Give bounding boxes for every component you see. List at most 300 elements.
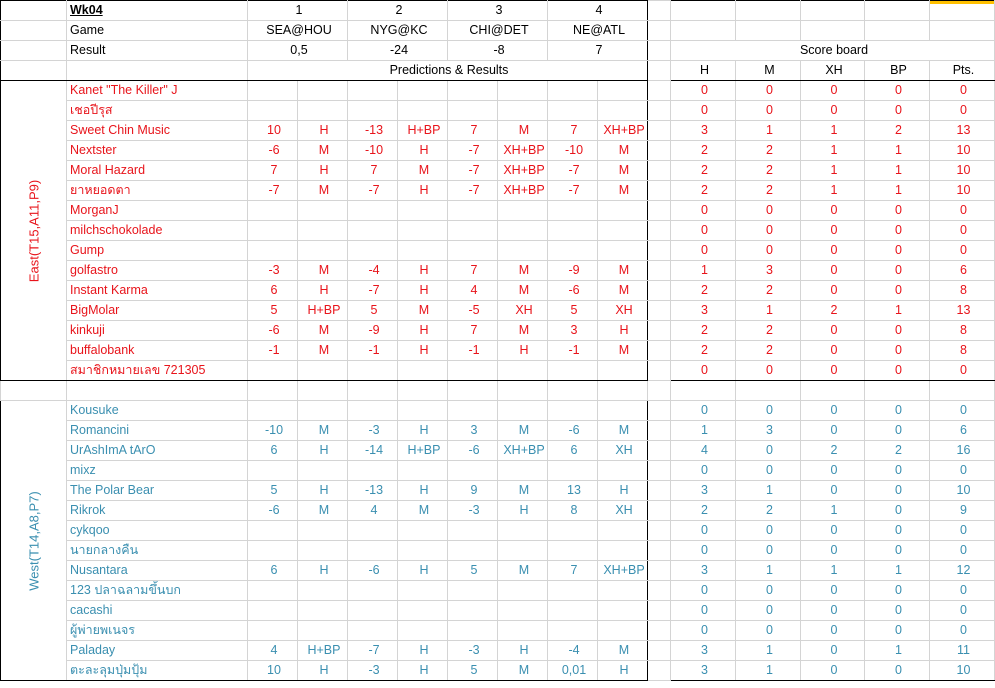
pick-margin[interactable] xyxy=(548,361,598,381)
pick-margin[interactable]: 13 xyxy=(548,481,598,501)
player-name[interactable]: ผู้พ่ายพเนจร xyxy=(67,621,248,641)
pick-result[interactable] xyxy=(598,461,648,481)
score-xh[interactable]: 0 xyxy=(801,321,865,341)
pick-result[interactable] xyxy=(498,201,548,221)
score-bp[interactable]: 0 xyxy=(865,241,930,261)
score-pts[interactable]: 0 xyxy=(930,621,995,641)
pick-margin[interactable] xyxy=(348,521,398,541)
pick-result[interactable] xyxy=(498,241,548,261)
pick-result[interactable] xyxy=(498,461,548,481)
player-name[interactable]: MorganJ xyxy=(67,201,248,221)
gap-cell[interactable] xyxy=(648,441,671,461)
player-name[interactable]: The Polar Bear xyxy=(67,481,248,501)
score-m[interactable]: 2 xyxy=(736,341,801,361)
score-bp[interactable]: 1 xyxy=(865,161,930,181)
pick-result[interactable]: M xyxy=(298,421,348,441)
pick-margin[interactable]: 7 xyxy=(448,261,498,281)
gap-cell[interactable] xyxy=(648,181,671,201)
pick-margin[interactable] xyxy=(348,541,398,561)
score-h[interactable]: 2 xyxy=(671,181,736,201)
pick-result[interactable]: XH xyxy=(598,501,648,521)
player-name[interactable]: Kanet "The Killer" J xyxy=(67,81,248,101)
pick-result[interactable]: M xyxy=(498,661,548,681)
score-pts[interactable]: 10 xyxy=(930,181,995,201)
pick-margin[interactable] xyxy=(248,581,298,601)
pick-margin[interactable] xyxy=(248,601,298,621)
pick-result[interactable] xyxy=(298,101,348,121)
pick-margin[interactable]: 5 xyxy=(348,301,398,321)
score-bp[interactable]: 0 xyxy=(865,201,930,221)
pick-result[interactable] xyxy=(298,521,348,541)
pick-margin[interactable] xyxy=(348,621,398,641)
score-h[interactable]: 0 xyxy=(671,201,736,221)
score-pts[interactable]: 0 xyxy=(930,201,995,221)
pick-result[interactable]: H xyxy=(598,661,648,681)
gap-cell[interactable] xyxy=(648,621,671,641)
pick-margin[interactable] xyxy=(448,221,498,241)
gap-cell[interactable] xyxy=(648,601,671,621)
pick-result[interactable]: M xyxy=(598,341,648,361)
pick-margin[interactable]: 3 xyxy=(548,321,598,341)
pick-result[interactable] xyxy=(598,621,648,641)
pick-margin[interactable]: 4 xyxy=(248,641,298,661)
score-h[interactable]: 1 xyxy=(671,261,736,281)
pick-result[interactable]: H xyxy=(398,141,448,161)
score-pts[interactable]: 10 xyxy=(930,661,995,681)
pick-margin[interactable]: -1 xyxy=(448,341,498,361)
score-pts[interactable]: 0 xyxy=(930,461,995,481)
cell[interactable] xyxy=(930,1,995,21)
pick-margin[interactable]: 5 xyxy=(248,481,298,501)
score-pts[interactable]: 0 xyxy=(930,101,995,121)
pick-result[interactable] xyxy=(598,101,648,121)
pick-margin[interactable] xyxy=(248,541,298,561)
pick-result[interactable]: M xyxy=(298,341,348,361)
pick-result[interactable]: M xyxy=(298,501,348,521)
division-label[interactable] xyxy=(1,401,67,681)
score-m[interactable]: 0 xyxy=(736,401,801,421)
score-pts[interactable]: 0 xyxy=(930,601,995,621)
score-xh[interactable]: 0 xyxy=(801,101,865,121)
player-name[interactable]: ตะละลุมปุ่มปุ้ม xyxy=(67,661,248,681)
pick-margin[interactable] xyxy=(448,601,498,621)
pick-result[interactable]: H+BP xyxy=(298,301,348,321)
score-m[interactable]: 0 xyxy=(736,241,801,261)
pick-margin[interactable]: 6 xyxy=(548,441,598,461)
pick-margin[interactable] xyxy=(548,461,598,481)
cell[interactable] xyxy=(1,1,67,21)
pick-result[interactable]: H xyxy=(498,641,548,661)
score-pts[interactable]: 0 xyxy=(930,241,995,261)
score-pts[interactable]: 0 xyxy=(930,221,995,241)
score-xh[interactable]: 1 xyxy=(801,121,865,141)
score-h[interactable]: 2 xyxy=(671,341,736,361)
pick-margin[interactable]: 8 xyxy=(548,501,598,521)
spacer-cell[interactable] xyxy=(448,381,498,401)
score-bp[interactable]: 1 xyxy=(865,301,930,321)
pick-result[interactable]: M xyxy=(598,261,648,281)
score-m[interactable]: 1 xyxy=(736,121,801,141)
game-number-1[interactable]: 1 xyxy=(248,1,348,21)
score-col-m[interactable]: M xyxy=(736,61,801,81)
score-pts[interactable]: 6 xyxy=(930,421,995,441)
score-m[interactable]: 0 xyxy=(736,81,801,101)
cell[interactable] xyxy=(801,21,865,41)
score-m[interactable]: 0 xyxy=(736,201,801,221)
score-pts[interactable]: 0 xyxy=(930,401,995,421)
pick-margin[interactable]: 5 xyxy=(448,661,498,681)
score-pts[interactable]: 8 xyxy=(930,321,995,341)
pick-margin[interactable] xyxy=(548,581,598,601)
pick-result[interactable]: H xyxy=(398,641,448,661)
cell[interactable] xyxy=(1,21,67,41)
pick-margin[interactable]: -4 xyxy=(348,261,398,281)
cell[interactable] xyxy=(801,1,865,21)
pick-result[interactable] xyxy=(298,401,348,421)
pick-result[interactable]: M xyxy=(498,561,548,581)
gap-cell[interactable] xyxy=(648,161,671,181)
game-number-2[interactable]: 2 xyxy=(348,1,448,21)
pick-result[interactable]: XH+BP xyxy=(498,141,548,161)
gap-cell[interactable] xyxy=(648,341,671,361)
pick-result[interactable] xyxy=(598,541,648,561)
score-xh[interactable]: 0 xyxy=(801,81,865,101)
pick-margin[interactable] xyxy=(548,521,598,541)
pick-margin[interactable]: -3 xyxy=(348,421,398,441)
division-label[interactable] xyxy=(1,81,67,381)
pick-result[interactable] xyxy=(498,521,548,541)
game-4[interactable]: NE@ATL xyxy=(548,21,648,41)
score-pts[interactable]: 0 xyxy=(930,361,995,381)
game-2[interactable]: NYG@KC xyxy=(348,21,448,41)
score-h[interactable]: 0 xyxy=(671,101,736,121)
pick-margin[interactable]: -10 xyxy=(248,421,298,441)
pick-margin[interactable] xyxy=(248,361,298,381)
score-m[interactable]: 2 xyxy=(736,501,801,521)
score-pts[interactable]: 10 xyxy=(930,481,995,501)
pick-result[interactable]: M xyxy=(498,121,548,141)
pick-margin[interactable] xyxy=(448,541,498,561)
pick-margin[interactable]: 9 xyxy=(448,481,498,501)
score-pts[interactable]: 12 xyxy=(930,561,995,581)
pick-margin[interactable] xyxy=(548,201,598,221)
score-bp[interactable]: 2 xyxy=(865,121,930,141)
result-3[interactable]: -8 xyxy=(448,41,548,61)
pick-margin[interactable] xyxy=(248,521,298,541)
spacer-cell[interactable] xyxy=(671,381,736,401)
pick-margin[interactable]: -7 xyxy=(348,641,398,661)
pick-result[interactable]: XH+BP xyxy=(598,561,648,581)
spacer-cell[interactable] xyxy=(348,381,398,401)
score-xh[interactable]: 0 xyxy=(801,241,865,261)
score-bp[interactable]: 0 xyxy=(865,541,930,561)
pick-margin[interactable] xyxy=(448,201,498,221)
pick-margin[interactable] xyxy=(348,241,398,261)
score-m[interactable]: 1 xyxy=(736,481,801,501)
gap-cell[interactable] xyxy=(648,1,671,21)
pick-result[interactable]: H+BP xyxy=(398,121,448,141)
score-bp[interactable]: 1 xyxy=(865,641,930,661)
player-name[interactable]: Nusantara xyxy=(67,561,248,581)
pick-margin[interactable]: -3 xyxy=(348,661,398,681)
pick-result[interactable]: H xyxy=(398,321,448,341)
pick-margin[interactable]: -6 xyxy=(248,501,298,521)
score-h[interactable]: 0 xyxy=(671,521,736,541)
gap-cell[interactable] xyxy=(648,661,671,681)
player-name[interactable]: buffalobank xyxy=(67,341,248,361)
pick-result[interactable]: H xyxy=(398,341,448,361)
pick-margin[interactable]: 7 xyxy=(448,321,498,341)
pick-result[interactable]: H xyxy=(298,161,348,181)
pick-result[interactable] xyxy=(298,601,348,621)
player-name[interactable]: เชอปีรุส xyxy=(67,101,248,121)
pick-margin[interactable] xyxy=(248,81,298,101)
player-name[interactable]: นายกลางคืน xyxy=(67,541,248,561)
score-pts[interactable]: 11 xyxy=(930,641,995,661)
pick-margin[interactable] xyxy=(448,461,498,481)
pick-result[interactable]: H xyxy=(398,181,448,201)
cell[interactable] xyxy=(671,1,736,21)
pick-margin[interactable] xyxy=(448,241,498,261)
score-h[interactable]: 0 xyxy=(671,621,736,641)
score-pts[interactable]: 0 xyxy=(930,541,995,561)
score-h[interactable]: 0 xyxy=(671,361,736,381)
score-pts[interactable]: 13 xyxy=(930,121,995,141)
pick-margin[interactable]: -7 xyxy=(548,161,598,181)
score-xh[interactable]: 0 xyxy=(801,601,865,621)
score-m[interactable]: 2 xyxy=(736,161,801,181)
pick-result[interactable]: H xyxy=(398,481,448,501)
score-m[interactable]: 0 xyxy=(736,541,801,561)
pick-result[interactable] xyxy=(298,201,348,221)
pick-result[interactable] xyxy=(498,361,548,381)
pick-result[interactable] xyxy=(598,601,648,621)
player-name[interactable]: cacashi xyxy=(67,601,248,621)
pick-margin[interactable]: -1 xyxy=(348,341,398,361)
score-h[interactable]: 0 xyxy=(671,81,736,101)
pick-margin[interactable] xyxy=(448,401,498,421)
game-3[interactable]: CHI@DET xyxy=(448,21,548,41)
score-h[interactable]: 0 xyxy=(671,221,736,241)
score-m[interactable]: 0 xyxy=(736,461,801,481)
pick-margin[interactable]: 7 xyxy=(348,161,398,181)
pick-result[interactable] xyxy=(398,581,448,601)
player-name[interactable]: Sweet Chin Music xyxy=(67,121,248,141)
pick-margin[interactable] xyxy=(548,621,598,641)
gap-cell[interactable] xyxy=(648,321,671,341)
score-m[interactable]: 2 xyxy=(736,181,801,201)
score-m[interactable]: 1 xyxy=(736,561,801,581)
cell[interactable] xyxy=(1,61,67,81)
spacer-cell[interactable] xyxy=(298,381,348,401)
pick-margin[interactable]: -5 xyxy=(448,301,498,321)
gap-cell[interactable] xyxy=(648,241,671,261)
score-col-h[interactable]: H xyxy=(671,61,736,81)
pick-result[interactable] xyxy=(598,521,648,541)
score-xh[interactable]: 0 xyxy=(801,481,865,501)
score-pts[interactable]: 8 xyxy=(930,281,995,301)
score-xh[interactable]: 2 xyxy=(801,441,865,461)
pick-margin[interactable]: -10 xyxy=(548,141,598,161)
gap-cell[interactable] xyxy=(648,221,671,241)
pick-result[interactable]: M xyxy=(298,141,348,161)
pick-result[interactable]: H xyxy=(398,661,448,681)
player-name[interactable]: mixz xyxy=(67,461,248,481)
pick-result[interactable]: H xyxy=(398,261,448,281)
score-xh[interactable]: 0 xyxy=(801,281,865,301)
pick-result[interactable]: M xyxy=(398,301,448,321)
pick-margin[interactable] xyxy=(348,101,398,121)
pick-result[interactable]: XH+BP xyxy=(598,121,648,141)
pick-result[interactable] xyxy=(398,521,448,541)
pick-margin[interactable]: -9 xyxy=(348,321,398,341)
score-m[interactable]: 0 xyxy=(736,601,801,621)
spacer-cell[interactable] xyxy=(498,381,548,401)
spacer-cell[interactable] xyxy=(736,381,801,401)
player-name[interactable]: 123 ปลาฉลามขึ้นบก xyxy=(67,581,248,601)
player-name[interactable]: UrAshImA tArO xyxy=(67,441,248,461)
score-bp[interactable]: 1 xyxy=(865,181,930,201)
pick-margin[interactable] xyxy=(248,241,298,261)
gap-cell[interactable] xyxy=(648,101,671,121)
score-pts[interactable]: 9 xyxy=(930,501,995,521)
pick-margin[interactable]: 4 xyxy=(448,281,498,301)
pick-result[interactable]: M xyxy=(498,421,548,441)
cell[interactable] xyxy=(865,1,930,21)
score-pts[interactable]: 0 xyxy=(930,521,995,541)
score-col-pts[interactable]: Pts. xyxy=(930,61,995,81)
pick-result[interactable]: XH+BP xyxy=(498,181,548,201)
score-pts[interactable]: 6 xyxy=(930,261,995,281)
pick-result[interactable] xyxy=(498,81,548,101)
score-h[interactable]: 0 xyxy=(671,541,736,561)
spacer-cell[interactable] xyxy=(248,381,298,401)
pick-margin[interactable]: -13 xyxy=(348,481,398,501)
pick-result[interactable]: XH xyxy=(598,301,648,321)
pick-result[interactable] xyxy=(598,201,648,221)
pick-margin[interactable] xyxy=(348,401,398,421)
pick-result[interactable] xyxy=(598,241,648,261)
score-xh[interactable]: 0 xyxy=(801,341,865,361)
pick-result[interactable]: M xyxy=(598,421,648,441)
spacer-cell[interactable] xyxy=(865,381,930,401)
score-col-bp[interactable]: BP xyxy=(865,61,930,81)
pick-margin[interactable] xyxy=(348,601,398,621)
pick-margin[interactable] xyxy=(448,361,498,381)
pick-margin[interactable]: -3 xyxy=(248,261,298,281)
pick-margin[interactable]: 7 xyxy=(548,561,598,581)
pick-result[interactable] xyxy=(398,221,448,241)
pick-result[interactable]: H xyxy=(598,321,648,341)
pick-margin[interactable] xyxy=(548,241,598,261)
score-bp[interactable]: 0 xyxy=(865,221,930,241)
score-pts[interactable]: 10 xyxy=(930,141,995,161)
pick-result[interactable] xyxy=(398,241,448,261)
player-name[interactable]: golfastro xyxy=(67,261,248,281)
player-name[interactable]: Romancini xyxy=(67,421,248,441)
pick-margin[interactable] xyxy=(448,521,498,541)
pick-margin[interactable] xyxy=(448,81,498,101)
score-m[interactable]: 0 xyxy=(736,361,801,381)
gap-cell[interactable] xyxy=(648,121,671,141)
pick-result[interactable] xyxy=(398,461,448,481)
player-name[interactable]: BigMolar xyxy=(67,301,248,321)
gap-cell[interactable] xyxy=(648,141,671,161)
score-pts[interactable]: 8 xyxy=(930,341,995,361)
game-number-3[interactable]: 3 xyxy=(448,1,548,21)
pick-margin[interactable]: -6 xyxy=(548,281,598,301)
gap-cell[interactable] xyxy=(648,201,671,221)
score-xh[interactable]: 1 xyxy=(801,501,865,521)
pick-margin[interactable]: -7 xyxy=(548,181,598,201)
pick-margin[interactable]: 6 xyxy=(248,441,298,461)
score-bp[interactable]: 0 xyxy=(865,321,930,341)
pick-margin[interactable] xyxy=(248,201,298,221)
pick-result[interactable] xyxy=(298,361,348,381)
pick-result[interactable]: H+BP xyxy=(398,441,448,461)
spacer-cell[interactable] xyxy=(548,381,598,401)
score-bp[interactable]: 0 xyxy=(865,581,930,601)
pick-result[interactable] xyxy=(498,101,548,121)
pick-margin[interactable]: 3 xyxy=(448,421,498,441)
score-pts[interactable]: 0 xyxy=(930,581,995,601)
gap-cell[interactable] xyxy=(648,541,671,561)
cell[interactable] xyxy=(1,41,67,61)
pick-result[interactable]: M xyxy=(598,281,648,301)
score-m[interactable]: 0 xyxy=(736,521,801,541)
pick-result[interactable] xyxy=(398,201,448,221)
pick-result[interactable] xyxy=(298,541,348,561)
score-xh[interactable]: 0 xyxy=(801,621,865,641)
pick-margin[interactable]: -7 xyxy=(348,281,398,301)
gap-cell[interactable] xyxy=(648,81,671,101)
pick-result[interactable]: M xyxy=(598,641,648,661)
player-name[interactable]: Rikrok xyxy=(67,501,248,521)
pick-result[interactable] xyxy=(298,221,348,241)
pick-margin[interactable]: -6 xyxy=(448,441,498,461)
pick-margin[interactable] xyxy=(448,621,498,641)
pick-result[interactable] xyxy=(498,621,548,641)
pick-margin[interactable]: 10 xyxy=(248,661,298,681)
pick-margin[interactable] xyxy=(448,101,498,121)
pick-margin[interactable]: -7 xyxy=(448,181,498,201)
gap-cell[interactable] xyxy=(648,361,671,381)
pick-margin[interactable]: -1 xyxy=(548,341,598,361)
pick-margin[interactable] xyxy=(548,541,598,561)
pick-result[interactable]: H xyxy=(398,421,448,441)
score-m[interactable]: 3 xyxy=(736,261,801,281)
cell[interactable] xyxy=(865,21,930,41)
pick-result[interactable] xyxy=(398,541,448,561)
score-bp[interactable]: 0 xyxy=(865,601,930,621)
score-xh[interactable]: 0 xyxy=(801,201,865,221)
player-name[interactable]: Kousuke xyxy=(67,401,248,421)
result-label[interactable]: Result xyxy=(67,41,248,61)
pick-margin[interactable] xyxy=(548,221,598,241)
score-xh[interactable]: 0 xyxy=(801,541,865,561)
pick-result[interactable] xyxy=(598,401,648,421)
gap-cell[interactable] xyxy=(648,641,671,661)
score-m[interactable]: 2 xyxy=(736,321,801,341)
pick-result[interactable]: M xyxy=(598,141,648,161)
player-name[interactable]: สมาชิกหมายเลข 721305 xyxy=(67,361,248,381)
score-xh[interactable]: 0 xyxy=(801,421,865,441)
pick-result[interactable]: H xyxy=(498,501,548,521)
score-xh[interactable]: 0 xyxy=(801,521,865,541)
score-h[interactable]: 0 xyxy=(671,241,736,261)
score-h[interactable]: 0 xyxy=(671,581,736,601)
pick-margin[interactable]: -7 xyxy=(248,181,298,201)
